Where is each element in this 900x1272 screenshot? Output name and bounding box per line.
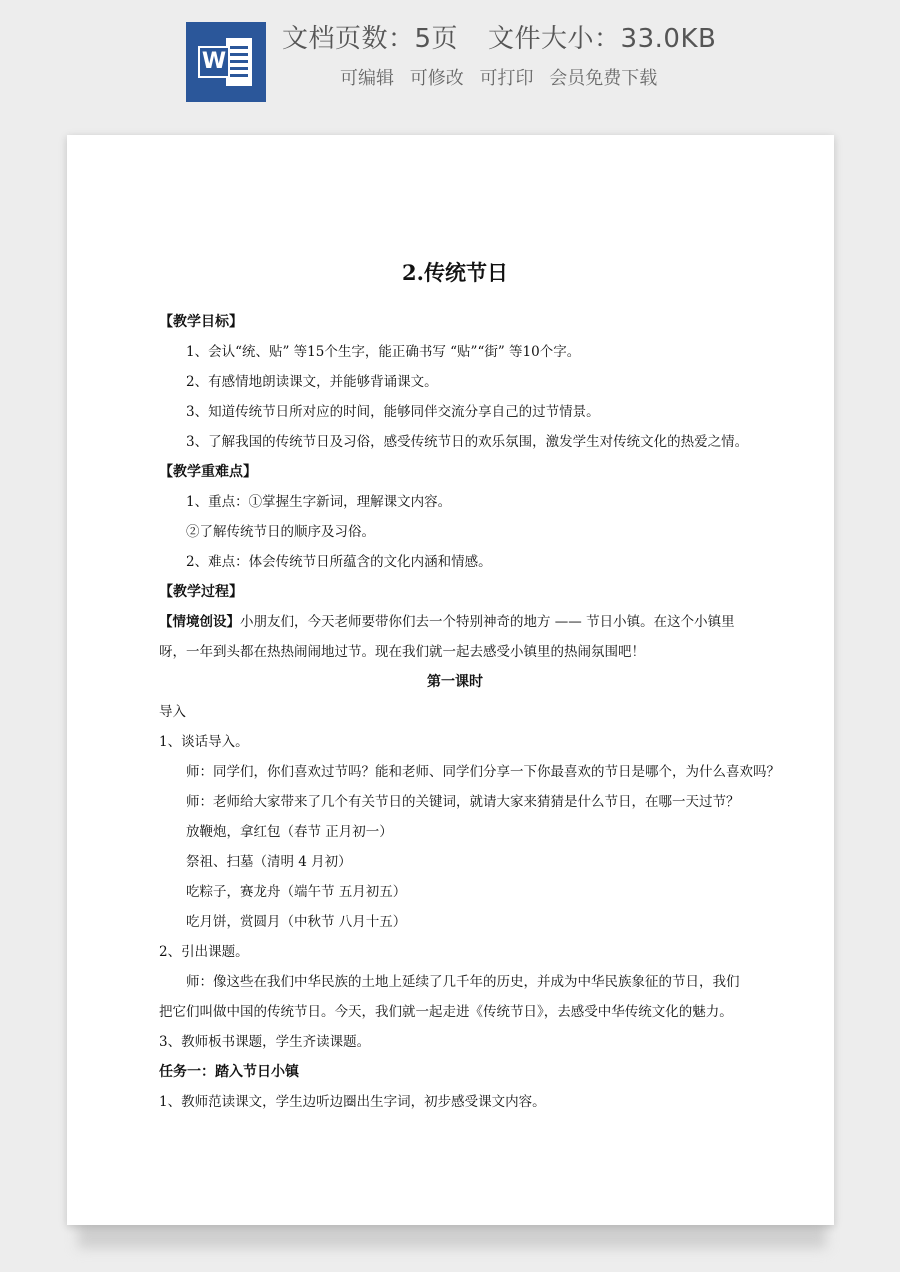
scenario-paragraph	[159, 607, 751, 667]
objective-item: 1、会认“统、贴” 等15个生字，能正确书写 “贴”“街” 等10个字。	[186, 344, 581, 360]
feature-modifiable: 可修改	[409, 68, 464, 89]
festival-clue: 吃粽子，赛龙舟（端午节 五月初五）	[186, 884, 407, 900]
teacher-question: 师：老师给大家带来了几个有关节日的关键词，就请大家来猜猜是什么节日，在哪一天过节？	[186, 794, 740, 810]
process-heading: 【教学过程】	[159, 584, 243, 600]
objective-item: 3、了解我国的传统节日及习俗，感受传统节日的欢乐氛围，激发学生对传统文化的热爱之情。	[186, 434, 749, 450]
objective-item: 2、有感情地朗读课文，并能够背诵课文。	[186, 374, 438, 390]
key-point-item: 1、重点：①掌握生字新词，理解课文内容。	[186, 494, 452, 510]
task1-heading: 任务一：踏入节日小镇	[159, 1064, 299, 1080]
lesson-title: 第一课时	[427, 674, 483, 690]
key-point-item: ②了解传统节日的顺序及习俗。	[186, 524, 375, 540]
feature-editable: 可编辑	[340, 68, 394, 89]
file-stats	[282, 18, 716, 55]
download-banner	[0, 0, 900, 120]
task1-step: 1、教师范读课文，学生边听边圈出生字词，初步感受课文内容。	[159, 1094, 546, 1110]
file-size: 文件大小：33.0KB	[488, 24, 717, 54]
document-page	[67, 135, 834, 1225]
objectives-heading: 【教学目标】	[159, 314, 243, 330]
key-point-item: 2、难点：体会传统节日所蕴含的文化内涵和情感。	[186, 554, 492, 570]
teacher-question: 师：同学们，你们喜欢过节吗？能和老师、同学们分享一下你最喜欢的节日是哪个，为什么喜欢吗？	[186, 764, 780, 780]
teacher-topic-paragraph: 师：像这些在我们中华民族的土地上延续了几千年的历史，并成为中华民族象征的节日，我们把它们叫做中国的传统节日。今天，我们就一起走进《传统节日》，去感受中华传统文化的魅力。	[159, 974, 740, 1020]
intro-label: 导入	[159, 704, 186, 720]
feature-member-download: 会员免费下载	[549, 68, 658, 89]
key-points-heading: 【教学重难点】	[159, 464, 257, 480]
feature-printable: 可打印	[479, 68, 534, 89]
word-letter: W	[198, 46, 230, 78]
feature-list	[340, 64, 657, 90]
word-icon	[186, 22, 266, 102]
festival-clue: 吃月饼，赏圆月（中秋节 八月十五）	[186, 914, 407, 930]
scenario-text: 小朋友们，今天老师要带你们去一个特别神奇的地方 —— 节日小镇。在这个小镇里呀，一年到头都在热热闹闹地过节。现在我们就一起去感受小镇里的热闹氛围吧！	[159, 614, 735, 660]
festival-clue: 放鞭炮，拿红包（春节 正月初一）	[186, 824, 393, 840]
talk-intro-step: 1、谈话导入。	[159, 734, 249, 750]
board-step: 3、教师板书课题，学生齐读课题。	[159, 1034, 371, 1050]
page-count: 文档页数：5页	[282, 24, 459, 54]
festival-clue: 祭祖、扫墓（清明 4 月初）	[186, 854, 352, 870]
topic-intro-step: 2、引出课题。	[159, 944, 249, 960]
objective-item: 3、知道传统节日所对应的时间，能够同伴交流分享自己的过节情景。	[186, 404, 600, 420]
page-shadow	[78, 1222, 826, 1248]
document-title: 2.传统节日	[402, 260, 508, 285]
scenario-label: 【情境创设】	[159, 614, 240, 630]
document-body	[159, 255, 780, 1117]
